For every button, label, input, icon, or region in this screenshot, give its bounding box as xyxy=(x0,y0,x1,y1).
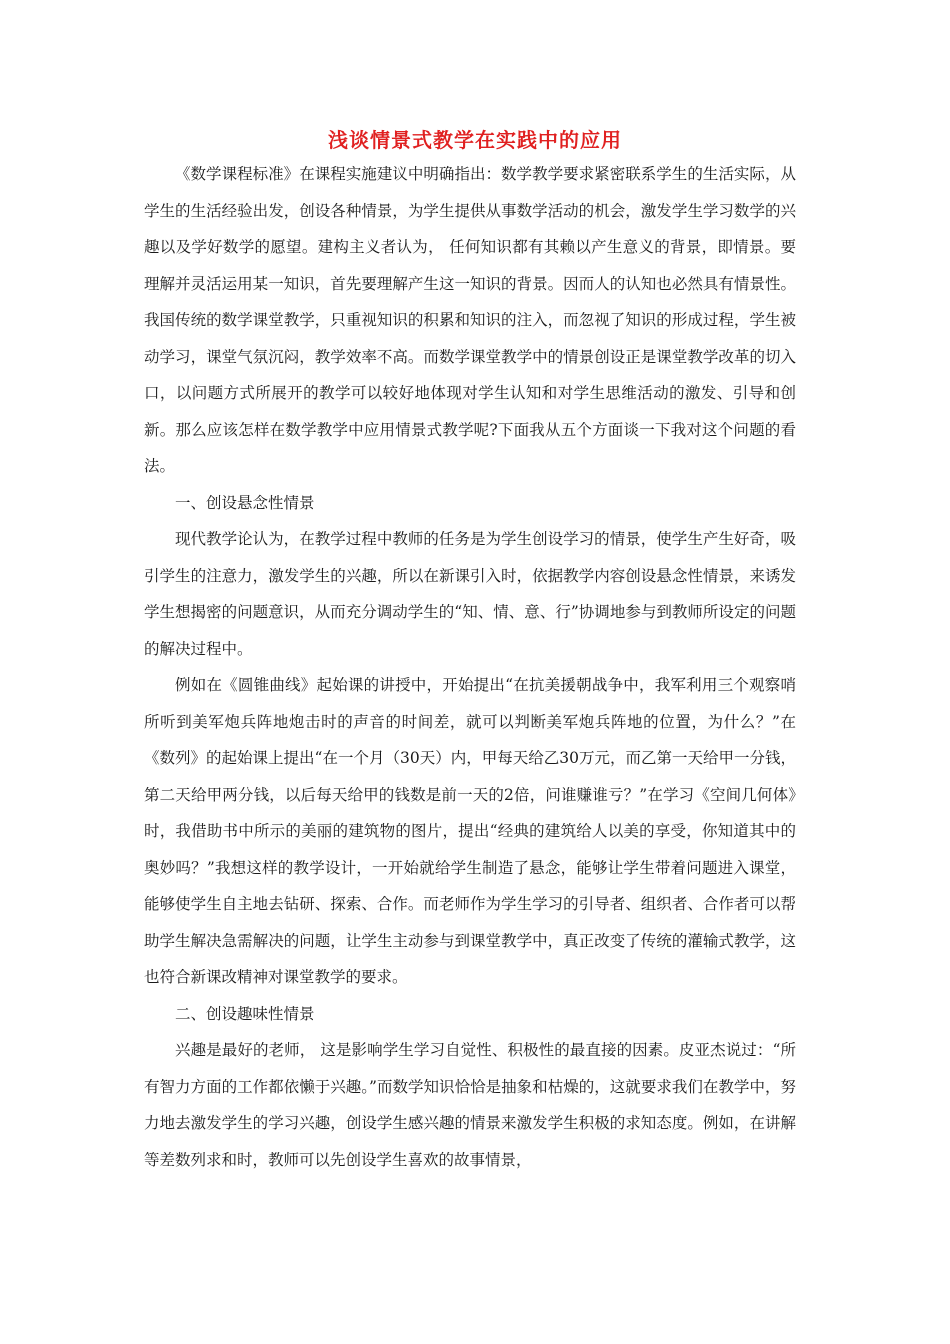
document-title: 浅谈情景式教学在实践中的应用 xyxy=(328,128,622,152)
paragraph-section1-theory: 现代教学论认为，在教学过程中教师的任务是为学生创设学习的情景，使学生产生好奇，吸引学生的注意力，激发学生的兴趣，所以在新课引入时，依据教学内容创设悬念性情景，来诱发学生想揭密的问题意识，从而充分调动学生的“知、情、意、行”协调地参与到教师所设定的问题的解决过程中。 xyxy=(144,530,796,658)
paragraph-section1-examples: 例如在《圆锥曲线》起始课的讲授中，开始提出“在抗美援朝战争中，我军利用三个观察哨所听到美军炮兵阵地炮击时的声音的时间差，就可以判断美军炮兵阵地的位置，为什么？”在《数列》的起始课上提出“在一个月（30天）内，甲每天给乙30万元，而乙第一天给甲一分钱，第二天给甲两分钱，以后每天给甲的钱数是前一天的2倍，问谁赚谁亏？”在学习《空间几何体》时，我借助书中所示的美丽的建筑物的图片，提出“经典的建筑给人以美的享受，你知道其中的奥妙吗？”我想这样的教学设计，一开始就给学生制造了悬念，能够让学生带着问题进入课堂，能够使学生自主地去钻研、探索、合作。而老师作为学生学习的引导者、组织者、合作者可以帮助学生解决急需解决的问题，让学生主动参与到课堂教学中，真正改变了传统的灌输式教学，这也符合新课改精神对课堂教学的要求。 xyxy=(144,676,796,986)
paragraph-intro: 《数学课程标准》在课程实施建议中明确指出：数学教学要求紧密联系学生的生活实际，从学生的生活经验出发，创设各种情景，为学生提供从事数学活动的机会，激发学生学习数学的兴趣以及学好数学的愿望。建构主义者认为， 任何知识都有其赖以产生意义的背景，即情景。要理解并灵活运用某一知识，首先要理解产生这一知识的背景。因而人的认知也必然具有情景性。我国传统的数学课堂教学，只重视知识的积累和知识的注入，而忽视了知识的形成过程，学生被动学习，课堂气氛沉闷，教学效率不高。而数学课堂教学中的情景创设正是课堂教学改革的切入口，以问题方式所展开的教学可以较好地体现对学生认知和对学生思维活动的激发、引导和创新。那么应该怎样在数学教学中应用情景式教学呢?下面我从五个方面谈一下我对这个问题的看法。 xyxy=(144,165,796,475)
paragraph-section2-interest: 兴趣是最好的老师， 这是影响学生学习自觉性、积极性的最直接的因素。皮亚杰说过：“所有智力方面的工作都依懒于兴趣。”而数学知识恰恰是抽象和枯燥的，这就要求我们在教学中，努力地去激发学生的学习兴趣，创设学生感兴趣的情景来激发学生积极的求知态度。例如，在讲解等差数列求和时，教师可以先创设学生喜欢的故事情景， xyxy=(144,1041,796,1169)
section-heading-1: 一、创设悬念性情景 xyxy=(175,493,315,512)
document-body xyxy=(144,156,796,1178)
section-heading-2: 二、创设趣味性情景 xyxy=(175,1004,315,1023)
